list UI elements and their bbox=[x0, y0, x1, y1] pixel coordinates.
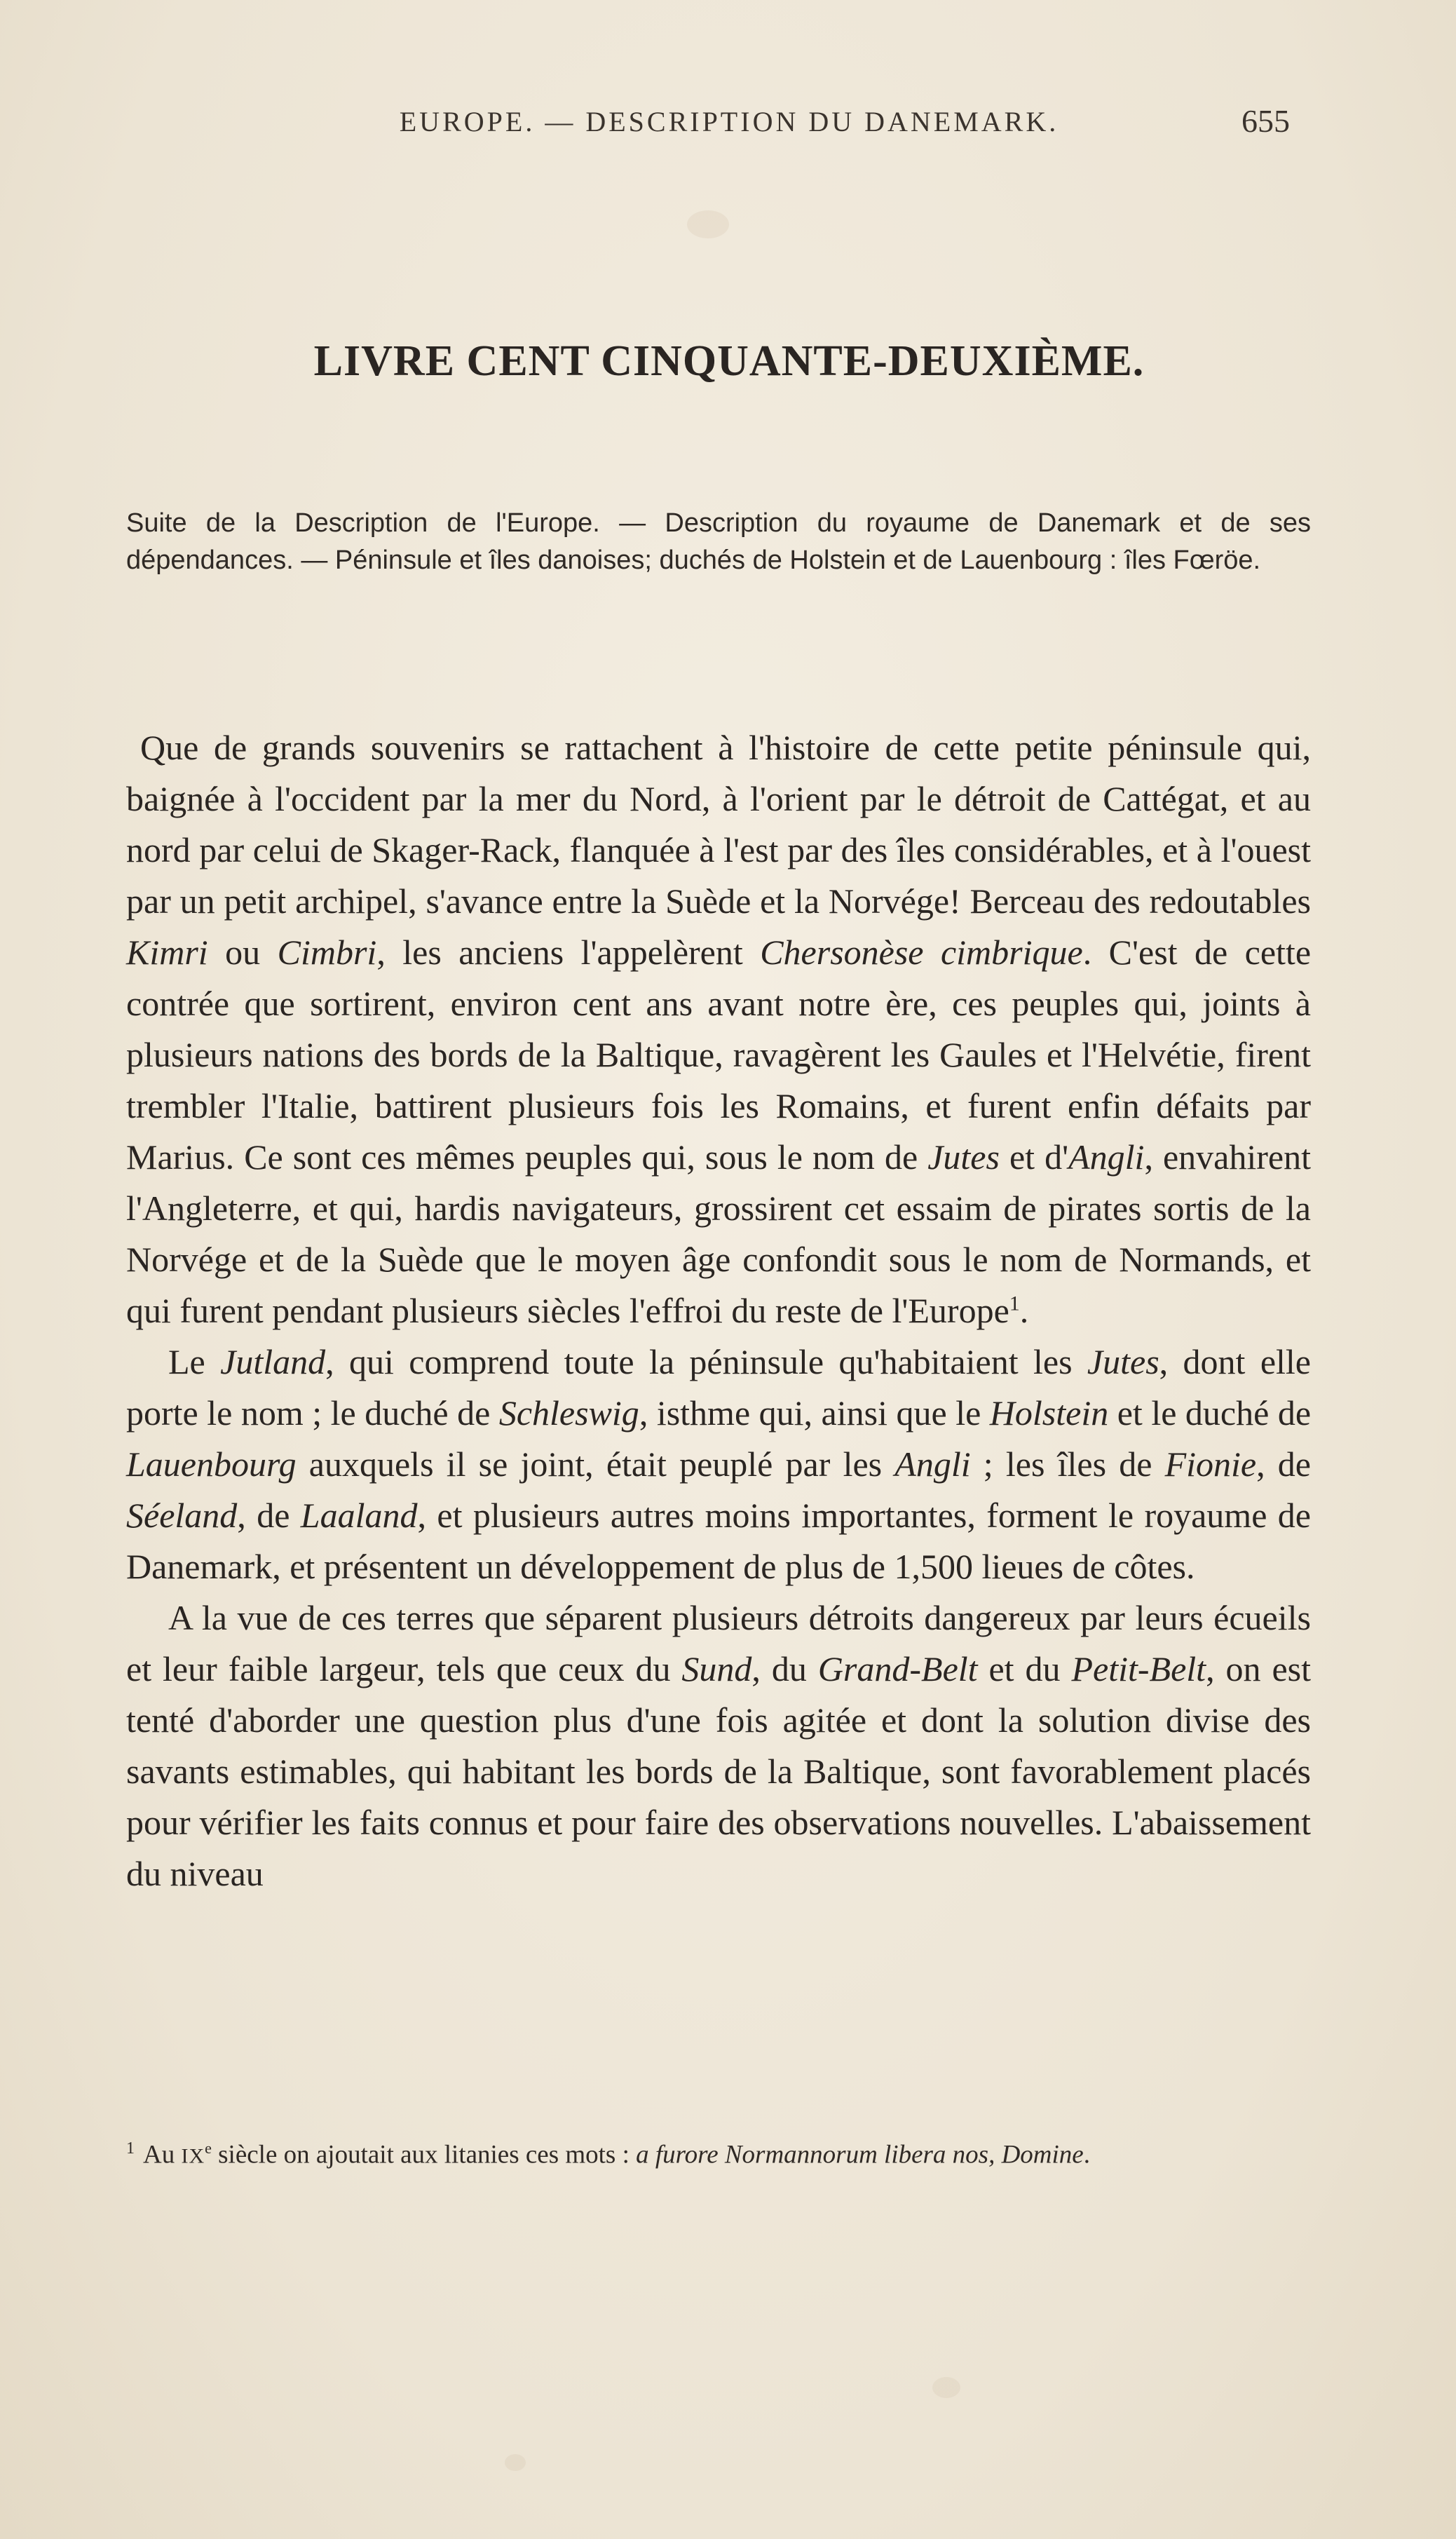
latin-quote: a furore Normannorum libera nos, Domine bbox=[636, 2140, 1084, 2169]
paragraph-3: A la vue de ces terres que séparent plusieurs détroits dangereux par leurs écueils et leur faible largeur, tels que ceux du Sund, du Grand-Belt et du Petit-Belt, on est tenté d'aborder une question plus d'une fois agitée et dont la solution divise des savants estimables, qui habitant les bords de la Baltique, sont favorablement placés pour vérifier les faits connus et pour faire des observations nouvelles. L'abaissement du niveau bbox=[126, 1598, 1312, 1893]
emphasis: Jutes bbox=[1087, 1342, 1159, 1381]
book-title: LIVRE CENT CINQUANTE-DEUXIÈME. bbox=[313, 337, 1145, 385]
emphasis: Laaland bbox=[300, 1496, 418, 1535]
emphasis: Lauenbourg bbox=[126, 1444, 297, 1484]
emphasis: Jutland bbox=[220, 1342, 326, 1381]
emphasis: Chersonèse cimbrique bbox=[760, 933, 1083, 972]
body-text bbox=[126, 722, 1311, 1900]
emphasis: Angli bbox=[1068, 1137, 1145, 1177]
chapter-summary: Suite de la Description de l'Europe. — Description du royaume de Danemark et de ses dépendances. — Péninsule et îles danoises; duchés de Holstein et de Lauenbourg : îles Fœröe. bbox=[126, 508, 1311, 575]
emphasis: Jutes bbox=[927, 1137, 1000, 1177]
emphasis: Schleswig bbox=[498, 1393, 639, 1433]
paper-stain bbox=[505, 2454, 526, 2471]
century-numeral: IX bbox=[181, 2144, 205, 2168]
emphasis: Holstein bbox=[989, 1393, 1109, 1433]
running-head bbox=[126, 105, 1332, 154]
paragraph-1: Que de grands souvenirs se rattachent à l'histoire de cette petite péninsule qui, baignée à l'occident par la mer du Nord, à l'orient par le détroit de Cattégat, et au nord par celui de Skager-Rack, flanquée à l'est par des îles considérables, et à l'ouest par un petit archipel, s'avance entre la Suède et la Norvége! Berceau des redoutables Kimri ou Cimbri, les anciens l'appelèrent Chersonèse cimbrique. C'est de cette contrée que sortirent, environ cent ans avant notre ère, ces peuples qui, joints à plusieurs nations des bords de la Baltique, ravagèrent les Gaules et l'Helvétie, firent trembler l'Italie, battirent plusieurs fois les Romains, et furent enfin défaits par Marius. Ce sont ces mêmes peuples qui, sous le nom de Jutes et d'Angli, envahirent l'Angleterre, et qui, hardis navigateurs, grossirent cet essaim de pirates sortis de la Norvége et de la Suède que le moyen âge confondit sous le nom de Normands, et qui furent pendant plusieurs siècles l'effroi du reste de l'Europe$^1$. bbox=[126, 728, 1312, 1330]
footnote-marker: 1 bbox=[126, 2139, 135, 2158]
footnote-reference[interactable]: 1 bbox=[1009, 1292, 1020, 1315]
emphasis: Kimri bbox=[126, 933, 208, 972]
page-number: 655 bbox=[1241, 103, 1290, 139]
emphasis: Angli bbox=[894, 1444, 971, 1484]
emphasis: Sund bbox=[681, 1649, 752, 1688]
paper-stain bbox=[932, 2377, 960, 2398]
footnote: $^1$ Au IXe siècle on ajoutait aux litanies ces mots : a furore Normannorum libera nos, Domine. bbox=[126, 2139, 1090, 2169]
emphasis: Fionie bbox=[1164, 1444, 1257, 1484]
emphasis: Petit-Belt bbox=[1071, 1649, 1206, 1688]
paragraph-2: Le Jutland, qui comprend toute la péninsule qu'habitaient les Jutes, dont elle porte le nom ; le duché de Schleswig, isthme qui, ainsi que le Holstein et le duché de Lauenbourg auxquels il se joint, était peuplé par les Angli ; les îles de Fionie, de Séeland, de Laaland, et plusieurs autres moins importantes, forment le royaume de Danemark, et présentent un développement de plus de 1,500 lieues de côtes. bbox=[126, 1342, 1312, 1586]
paper-stain bbox=[687, 210, 729, 238]
emphasis: Grand-Belt bbox=[817, 1649, 978, 1688]
emphasis: Cimbri bbox=[277, 933, 377, 972]
emphasis: Séeland bbox=[126, 1496, 238, 1535]
running-title: EUROPE. — DESCRIPTION DU DANEMARK. bbox=[399, 106, 1059, 137]
